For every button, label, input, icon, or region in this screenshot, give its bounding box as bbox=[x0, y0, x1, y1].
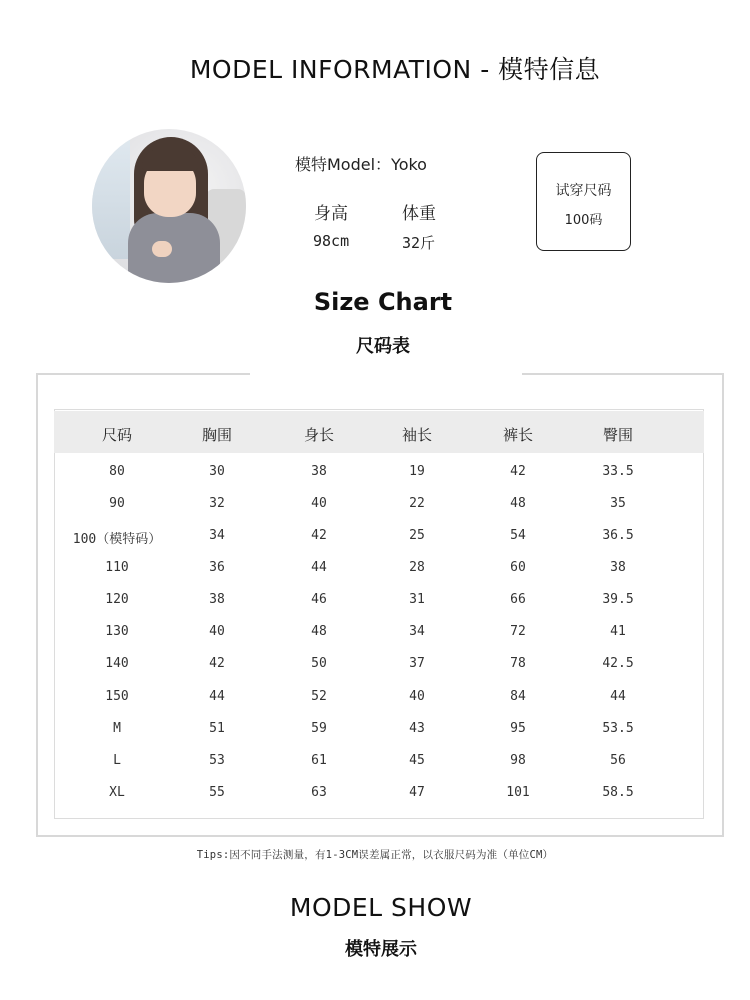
table-cell: 80 bbox=[109, 464, 125, 479]
model-show-subtitle: 模特展示 bbox=[345, 939, 417, 960]
table-cell: XL bbox=[109, 785, 125, 800]
table-cell: 78 bbox=[510, 656, 526, 671]
table-cell: 25 bbox=[409, 528, 425, 543]
table-cell: 46 bbox=[311, 592, 327, 607]
table-cell: 38 bbox=[311, 464, 327, 479]
table-cell: 140 bbox=[105, 656, 129, 671]
table-cell: 52 bbox=[311, 689, 327, 704]
try-size-box bbox=[536, 152, 631, 251]
table-cell: 130 bbox=[105, 624, 129, 639]
table-cell: 37 bbox=[409, 656, 425, 671]
table-cell: 61 bbox=[311, 753, 327, 768]
table-cell: 101 bbox=[506, 785, 530, 800]
table-cell: 48 bbox=[510, 496, 526, 511]
table-header-cell: 身长 bbox=[303, 426, 334, 444]
table-header-cell: 裤长 bbox=[502, 426, 533, 444]
table-cell: 40 bbox=[409, 689, 425, 704]
table-cell: 59 bbox=[311, 721, 327, 736]
table-cell: 34 bbox=[409, 624, 425, 639]
table-cell: 90 bbox=[109, 496, 125, 511]
table-cell: 19 bbox=[409, 464, 425, 479]
size-chart-subtitle: 尺码表 bbox=[356, 336, 410, 357]
table-cell: 84 bbox=[510, 689, 526, 704]
table-cell: 120 bbox=[105, 592, 129, 607]
table-cell: 38 bbox=[209, 592, 225, 607]
height-label: 身高 bbox=[314, 204, 348, 224]
try-size-label: 试穿尺码 bbox=[555, 183, 612, 199]
table-cell: 38 bbox=[610, 560, 626, 575]
height-value: 98cm bbox=[313, 232, 350, 250]
table-cell: 47 bbox=[409, 785, 425, 800]
table-cell: 36 bbox=[209, 560, 225, 575]
table-cell: 44 bbox=[610, 689, 626, 704]
table-cell: 44 bbox=[209, 689, 225, 704]
table-cell: 100（模特码） bbox=[72, 532, 162, 547]
table-cell: 42.5 bbox=[602, 656, 634, 671]
table-cell: 32 bbox=[209, 496, 225, 511]
table-cell: 56 bbox=[610, 753, 626, 768]
table-cell: 30 bbox=[209, 464, 225, 479]
table-cell: 58.5 bbox=[602, 785, 634, 800]
table-cell: 54 bbox=[510, 528, 526, 543]
table-cell: 42 bbox=[209, 656, 225, 671]
table-cell: 39.5 bbox=[602, 592, 634, 607]
table-cell: 28 bbox=[409, 560, 425, 575]
table-cell: 63 bbox=[311, 785, 327, 800]
table-cell: 31 bbox=[409, 592, 425, 607]
table-cell: 40 bbox=[311, 496, 327, 511]
table-cell: 44 bbox=[311, 560, 327, 575]
table-cell: 41 bbox=[610, 624, 626, 639]
table-cell: 42 bbox=[311, 528, 327, 543]
table-cell: 53 bbox=[209, 753, 225, 768]
table-cell: M bbox=[113, 721, 121, 736]
table-cell: 40 bbox=[209, 624, 225, 639]
table-header-cell: 臀围 bbox=[602, 426, 633, 444]
table-cell: 22 bbox=[409, 496, 425, 511]
model-photo bbox=[92, 129, 246, 283]
table-cell: 35 bbox=[610, 496, 626, 511]
frame-divider-left bbox=[36, 373, 250, 375]
table-cell: 34 bbox=[209, 528, 225, 543]
table-cell: 60 bbox=[510, 560, 526, 575]
frame-divider-right bbox=[522, 373, 724, 375]
table-cell: 45 bbox=[409, 753, 425, 768]
weight-value: 32斤 bbox=[402, 234, 436, 252]
tips-note: Tips:因不同手法测量，有1-3CM误差属正常，以衣服尺码为准（单位CM） bbox=[196, 849, 554, 861]
table-cell: L bbox=[113, 753, 121, 768]
try-size-value: 100码 bbox=[564, 213, 603, 228]
weight-label: 体重 bbox=[402, 204, 436, 224]
table-header-cell: 尺码 bbox=[101, 426, 132, 444]
table-cell: 66 bbox=[510, 592, 526, 607]
table-cell: 43 bbox=[409, 721, 425, 736]
table-header-cell: 胸围 bbox=[201, 426, 232, 444]
model-show-title: MODEL SHOW bbox=[289, 893, 473, 922]
table-cell: 55 bbox=[209, 785, 225, 800]
model-name: 模特Model：Yoko bbox=[295, 155, 427, 174]
table-cell: 53.5 bbox=[602, 721, 634, 736]
table-cell: 48 bbox=[311, 624, 327, 639]
table-cell: 33.5 bbox=[602, 464, 634, 479]
table-cell: 50 bbox=[311, 656, 327, 671]
table-cell: 72 bbox=[510, 624, 526, 639]
table-header-cell: 袖长 bbox=[401, 426, 432, 444]
page-title: MODEL INFORMATION - 模特信息 bbox=[189, 55, 601, 84]
table-cell: 98 bbox=[510, 753, 526, 768]
table-cell: 150 bbox=[105, 689, 129, 704]
table-cell: 51 bbox=[209, 721, 225, 736]
table-cell: 95 bbox=[510, 721, 526, 736]
size-chart-title: Size Chart bbox=[313, 288, 453, 316]
table-cell: 42 bbox=[510, 464, 526, 479]
table-cell: 110 bbox=[105, 560, 129, 575]
table-cell: 36.5 bbox=[602, 528, 634, 543]
